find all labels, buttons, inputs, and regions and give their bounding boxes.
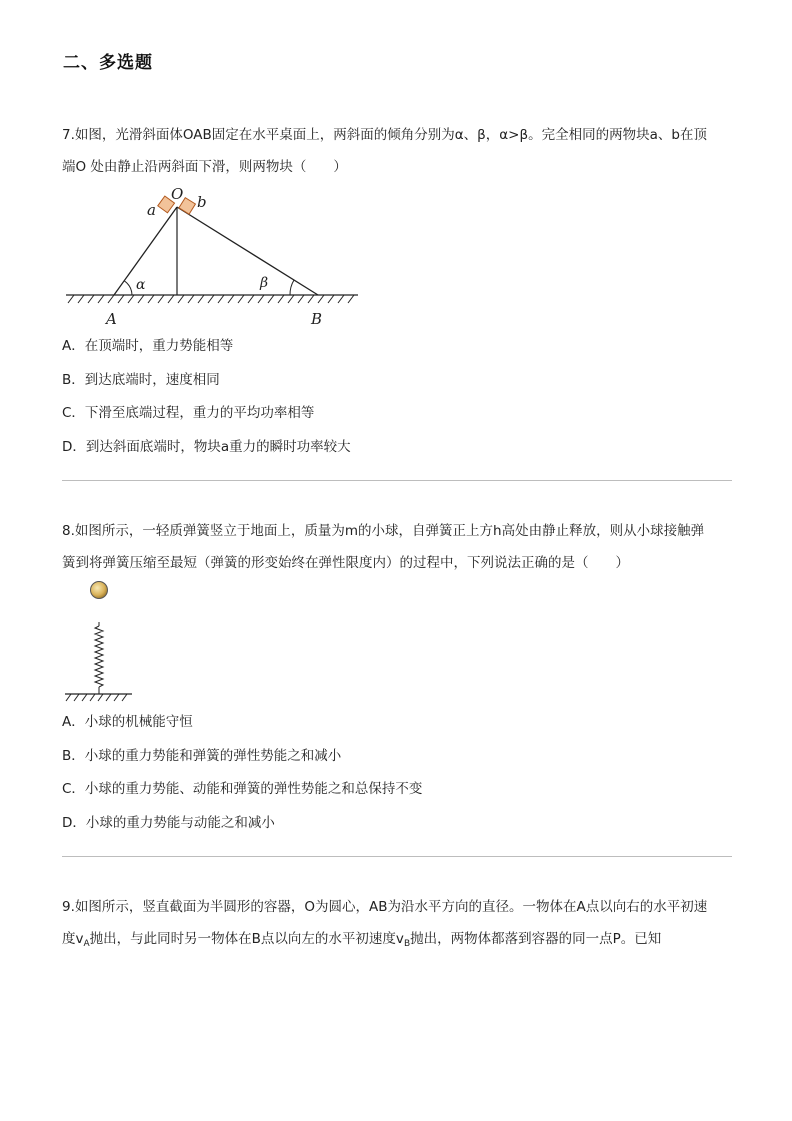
q7-stem-line1: 7.如图，光滑斜面体OAB固定在水平桌面上，两斜面的倾角分别为α、β，α>β。完全相同的两物块a、b在顶 [62,127,707,143]
q8-option-b: B．小球的重力势能和弹簧的弹性势能之和减小 [62,748,342,764]
q7-option-b: B．到达底端时，速度相同 [62,372,220,388]
label-alpha: α [136,277,146,293]
label-B: B [311,310,323,328]
label-beta: β [260,275,269,291]
q7-option-d: D．到达斜面底端时，物块a重力的瞬时功率较大 [62,439,351,455]
divider [62,856,732,857]
q8-option-a: A．小球的机械能守恒 [62,714,193,730]
label-b: b [197,193,207,211]
q7-option-c: C．下滑至底端过程，重力的平均功率相等 [62,405,315,421]
spring [95,626,103,687]
label-A: A [106,310,117,328]
section-title: 二、多选题 [63,53,153,73]
ground-hatching [68,295,354,303]
incline-side-b [177,207,318,295]
incline-side-a [114,207,177,295]
q8-option-d: D．小球的重力势能与动能之和减小 [62,815,275,831]
alpha-arc [125,281,133,295]
label-a: a [147,201,156,219]
divider [62,480,732,481]
q7-option-a: A．在顶端时，重力势能相等 [62,338,234,354]
beta-arc [290,280,294,295]
label-o: O [171,185,184,203]
q8-option-c: C．小球的重力势能、动能和弹簧的弹性势能之和总保持不变 [62,781,423,797]
q9-stem-line2: 度$v_A$抛出，与此同时另一物体在B点以向左的水平初速度$v_B$抛出，两物体都落到容器的同一点P。已知 [62,931,662,949]
q7-stem-line2: 端O 处由静止沿两斜面下滑，则两物块（ ） [62,159,347,175]
q7-incline-figure [60,183,365,331]
ball [91,582,108,599]
spring-ground-hatching [66,694,127,701]
q8-spring-figure [60,578,140,706]
q9-stem-line1: 9.如图所示，竖直截面为半圆形的容器，O为圆心，AB为沿水平方向的直径。一物体在A点以向右的水平初速 [62,899,708,915]
q8-stem-line2: 簧到将弹簧压缩至最短（弹簧的形变始终在弹性限度内）的过程中，下列说法正确的是（ ） [62,555,629,571]
q8-stem-line1: 8.如图所示，一轻质弹簧竖立于地面上，质量为m的小球，自弹簧正上方h高处由静止释放，则从小球接触弹 [62,523,705,539]
